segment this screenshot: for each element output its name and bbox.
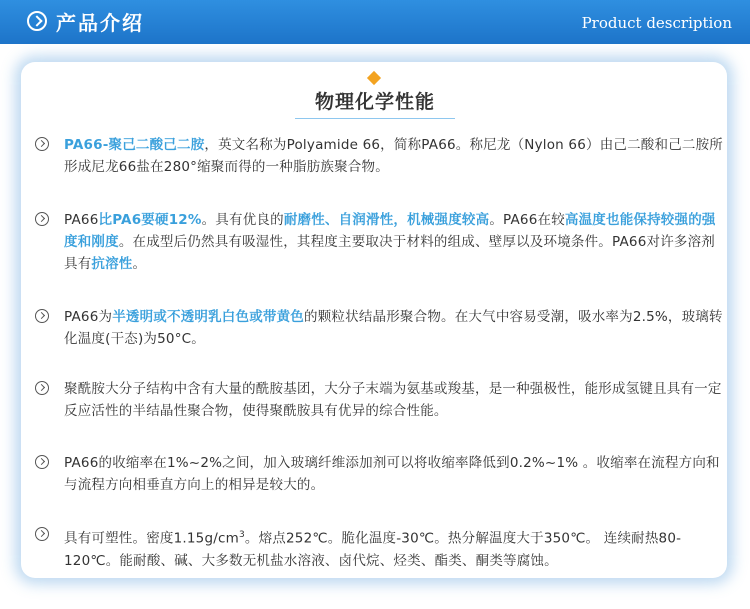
bullet-arrow-icon xyxy=(35,455,49,469)
body-text: 。熔点252℃。脆化温度-30℃。热分解温度大于350℃。 连续耐热80-120℃。能耐酸、碱、大多数无机盐水溶液、卤代烷、烃类、酯类、酮类等腐蚀。 xyxy=(64,530,682,569)
superscript-text: 3 xyxy=(238,530,245,540)
body-text: 。PA66在较 xyxy=(489,212,565,228)
section-title: 物理化学性能 xyxy=(314,91,435,113)
body-text: PA66 xyxy=(64,212,99,228)
body-text: PA66的收缩率在1%~2%之间，加入玻璃纤维添加剂可以将收缩率降低到0.2%~1% 。收缩率在流程方向和与流程方向相垂直方向上的相异是较大的。 xyxy=(64,455,720,493)
highlight-text: 耐磨性、自润滑性，机械强度较高 xyxy=(283,212,490,228)
bullet-arrow-icon xyxy=(35,137,49,151)
circle-arrow-icon xyxy=(27,11,47,31)
header-subtitle: Product description xyxy=(581,14,732,32)
bullet-arrow-icon xyxy=(35,212,49,226)
property-text xyxy=(64,452,724,496)
body-text: PA66为 xyxy=(64,309,113,325)
bullet-arrow-icon xyxy=(35,381,49,395)
body-text: 。 xyxy=(132,256,147,272)
property-text xyxy=(64,524,724,572)
header-title: 产品介绍 xyxy=(56,11,144,35)
bullet-arrow-icon xyxy=(35,527,49,541)
body-text: 的颗粒状结晶形聚合物。在大气中容易受潮，吸水率为2.5%，玻璃转化温度(干态)为50°C。 xyxy=(64,309,723,347)
body-text: 。在成型后仍然具有吸湿性，其程度主要取决于材料的组成、壁厚以及环境条件。PA66对许多溶剂具有 xyxy=(64,234,716,272)
property-text xyxy=(64,209,724,275)
property-text xyxy=(64,306,724,350)
property-text xyxy=(64,378,724,422)
highlight-text: 抗溶性 xyxy=(91,256,133,272)
highlight-text: 高温度也能保持较强的强度和刚度 xyxy=(64,212,716,250)
body-text: 。具有优良的 xyxy=(201,212,284,228)
bullet-arrow-icon xyxy=(35,309,49,323)
highlight-text: 比PA6要硬12% xyxy=(98,212,202,228)
highlight-text: PA66-聚己二酸己二胺 xyxy=(64,137,205,153)
property-text xyxy=(64,134,724,178)
highlight-text: 半透明或不透明乳白色或带黄色 xyxy=(112,309,305,325)
title-divider xyxy=(295,118,455,119)
body-text: 聚酰胺大分子结构中含有大量的酰胺基团，大分子末端为氨基或羧基，是一种强极性，能形成氢键且具有一定反应活性的半结晶性聚合物，使得聚酰胺具有优异的综合性能。 xyxy=(64,381,722,419)
body-text: 具有可塑性。密度1.15g/cm xyxy=(64,530,239,547)
section-header xyxy=(0,0,750,44)
body-text: ，英文名称为Polyamide 66，简称PA66。称尼龙（Nylon 66）由己二酸和己二胺所形成尼龙66盐在280°缩聚而得的一种脂肪族聚合物。 xyxy=(64,137,723,175)
